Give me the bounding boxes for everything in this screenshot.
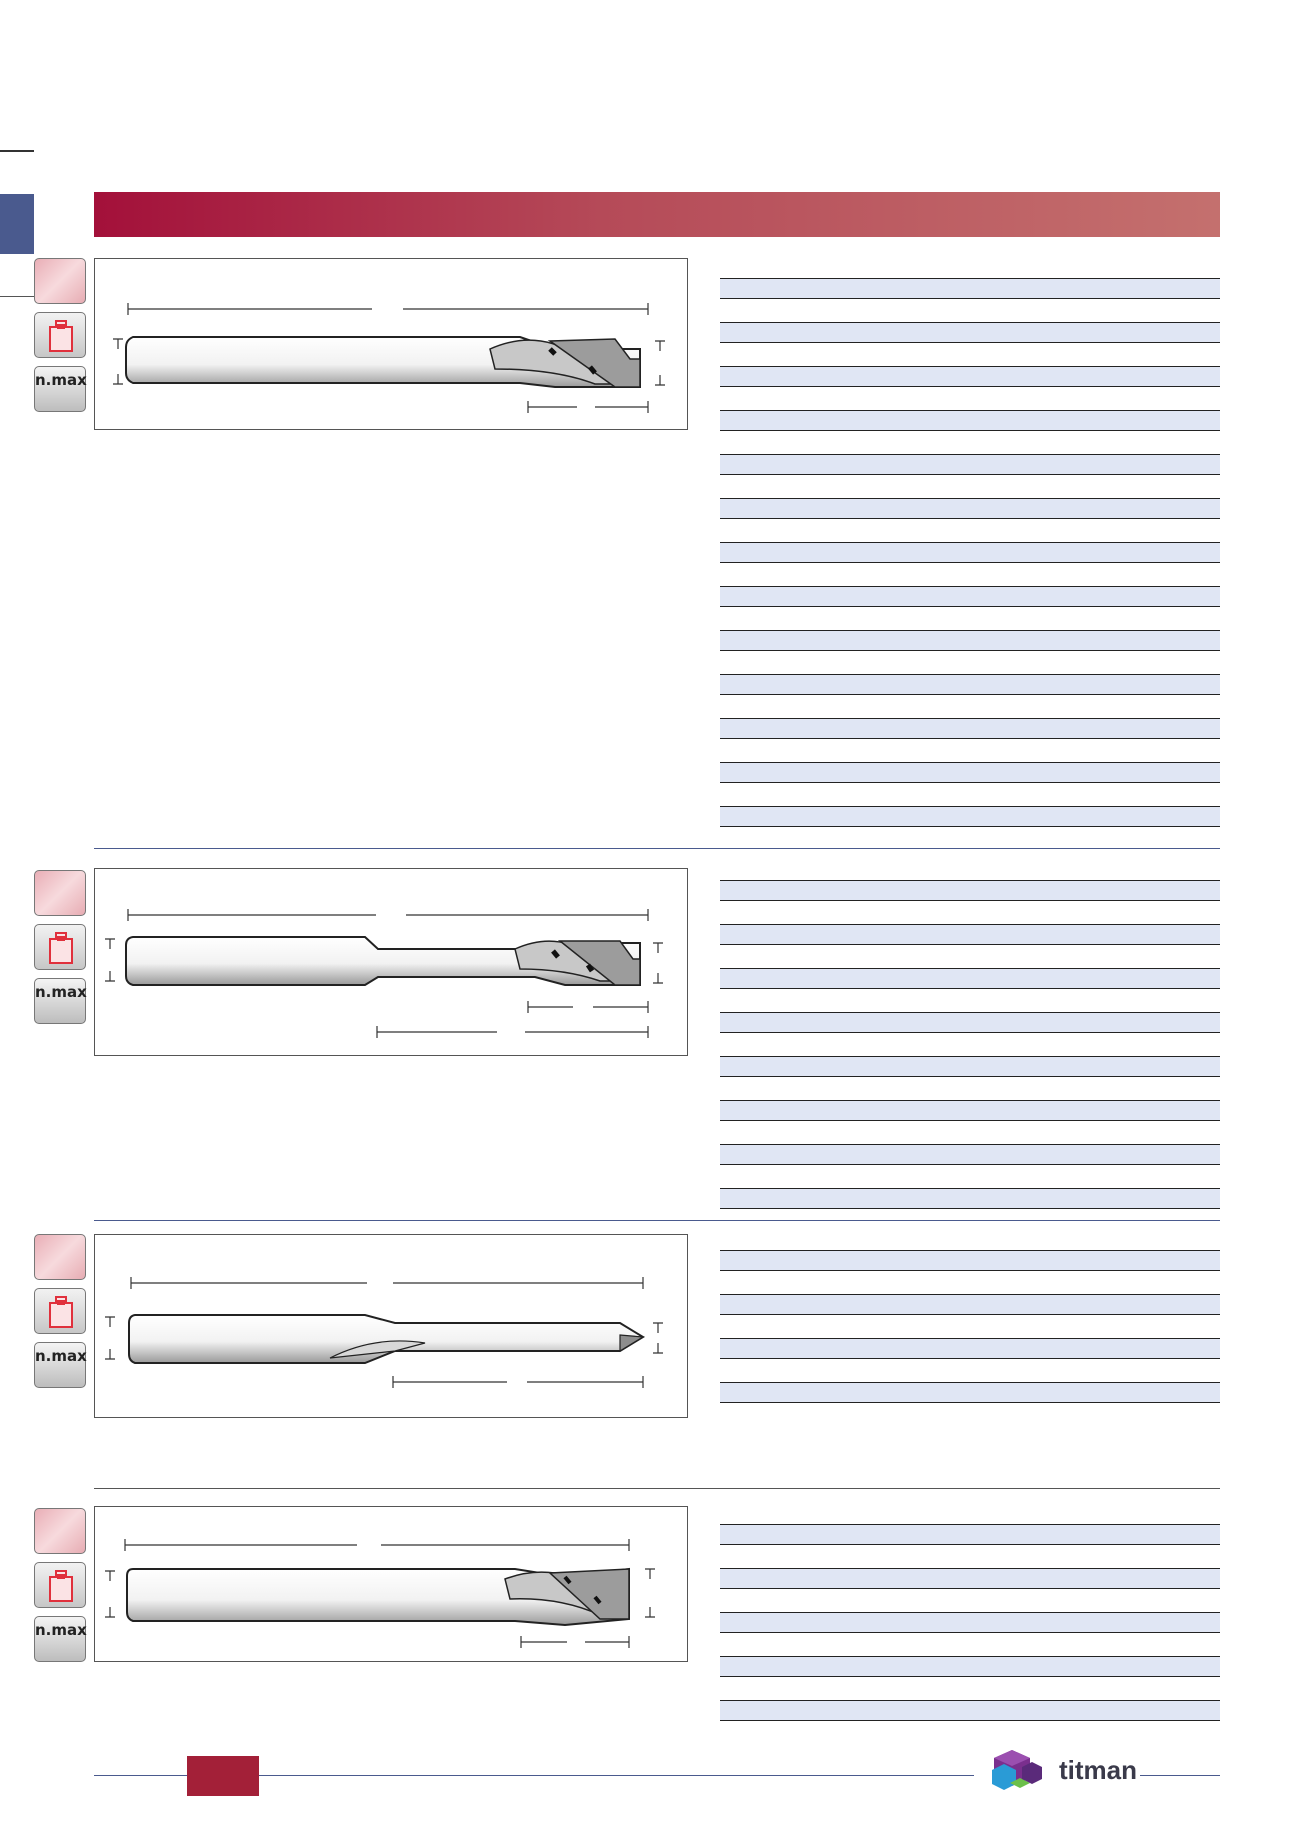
table-row xyxy=(720,410,1220,431)
titman-cubes-logo-icon[interactable] xyxy=(990,1748,1054,1798)
table-row xyxy=(720,1250,1220,1271)
material-swatch-icon xyxy=(34,258,86,304)
nmax-speed-icon xyxy=(34,1342,86,1388)
table-row xyxy=(720,968,1220,989)
tool-drawing-2 xyxy=(94,868,688,1056)
collet-clamp-icon xyxy=(34,1562,86,1608)
nmax-label: n.max xyxy=(35,371,87,389)
page-number-block xyxy=(187,1756,259,1796)
table-row xyxy=(720,278,1220,299)
table-row xyxy=(720,1524,1220,1545)
table-row xyxy=(720,674,1220,695)
section-divider xyxy=(94,848,1220,849)
table-row xyxy=(720,1012,1220,1033)
table-row xyxy=(720,586,1220,607)
corner-mark-line xyxy=(0,150,34,152)
section-divider xyxy=(94,1220,1220,1221)
nmax-speed-icon xyxy=(34,366,86,412)
table-row xyxy=(720,1382,1220,1403)
collet-clamp-icon xyxy=(34,312,86,358)
material-swatch-icon xyxy=(34,870,86,916)
collet-clamp-icon xyxy=(34,1288,86,1334)
nmax-label: n.max xyxy=(35,1347,87,1365)
nmax-label: n.max xyxy=(35,1621,87,1639)
table-row xyxy=(720,1700,1220,1721)
section-header-bar xyxy=(94,192,1220,237)
material-swatch-icon xyxy=(34,1508,86,1554)
tool-drawing-3 xyxy=(94,1234,688,1418)
table-row xyxy=(720,1338,1220,1359)
tool-drawing-1 xyxy=(94,258,688,430)
table-row xyxy=(720,1568,1220,1589)
two-flute-spiral-cutter-drawing xyxy=(95,1507,689,1663)
table-row xyxy=(720,1100,1220,1121)
table-row xyxy=(720,1612,1220,1633)
nmax-speed-icon xyxy=(34,1616,86,1662)
footer-line-right xyxy=(1140,1775,1220,1776)
table-row xyxy=(720,762,1220,783)
brand-name[interactable]: titman xyxy=(1059,1755,1137,1785)
chapter-side-tab[interactable] xyxy=(0,194,34,254)
table-row xyxy=(720,806,1220,827)
table-row xyxy=(720,630,1220,651)
table-row xyxy=(720,718,1220,739)
reduced-shank-spiral-cutter-drawing xyxy=(95,869,689,1057)
section-divider xyxy=(94,1488,1220,1489)
table-row xyxy=(720,366,1220,387)
single-edge-drill-bit-drawing xyxy=(95,1235,689,1419)
nmax-label: n.max xyxy=(35,983,87,1001)
side-tab-line xyxy=(0,296,34,297)
material-swatch-icon xyxy=(34,1234,86,1280)
tool-drawing-4 xyxy=(94,1506,688,1662)
table-row xyxy=(720,498,1220,519)
nmax-speed-icon xyxy=(34,978,86,1024)
collet-clamp-icon xyxy=(34,924,86,970)
table-row xyxy=(720,1188,1220,1209)
table-row xyxy=(720,1656,1220,1677)
table-row xyxy=(720,322,1220,343)
table-row xyxy=(720,1294,1220,1315)
table-row xyxy=(720,454,1220,475)
table-row xyxy=(720,1056,1220,1077)
table-row xyxy=(720,542,1220,563)
table-row xyxy=(720,1144,1220,1165)
table-row xyxy=(720,924,1220,945)
table-row xyxy=(720,880,1220,901)
single-flute-spiral-cutter-drawing xyxy=(95,259,689,431)
